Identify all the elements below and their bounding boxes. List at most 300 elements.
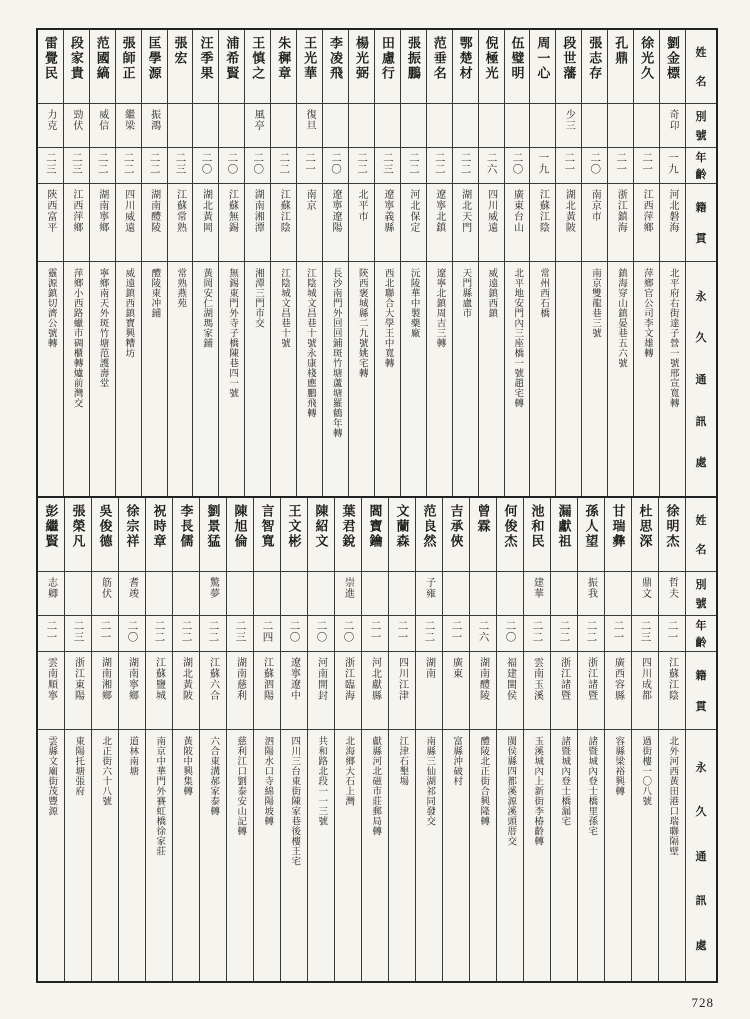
person-column [334, 498, 361, 981]
person-column [426, 30, 452, 496]
person-address-cell [505, 262, 530, 496]
person-native: 遼寧北鎮 [433, 189, 445, 233]
person-address-cell [173, 730, 199, 981]
person-native-cell [245, 184, 270, 262]
person-alias-cell [38, 104, 63, 148]
person-age: 二二 [180, 620, 192, 643]
person-alias-cell [608, 104, 633, 148]
person-alias-cell [119, 572, 145, 616]
header-char: 齡 [695, 169, 707, 181]
person-name: 陳紹文 [313, 504, 329, 549]
person-native: 湖南寧鄉 [96, 189, 108, 233]
person-column [442, 498, 469, 981]
person-alias-cell [530, 104, 555, 148]
person-name: 漏獻祖 [556, 504, 572, 549]
person-name: 段世藩 [561, 36, 577, 81]
header-char: 訊 [695, 415, 707, 428]
person-name-cell [200, 498, 226, 572]
person-address-cell [65, 730, 91, 981]
person-name-cell [453, 30, 478, 104]
person-address: 沅陵華中製藥廠 [408, 268, 419, 338]
person-alias-cell [479, 104, 504, 148]
person-alias-cell [281, 572, 307, 616]
person-age: 二三 [381, 152, 393, 175]
person-address: 諸暨城內登士橋里孫宅 [586, 736, 597, 836]
person-name-cell [349, 30, 374, 104]
person-native-cell [479, 184, 504, 262]
person-age-cell [64, 148, 89, 184]
directory-section-bottom [38, 496, 716, 981]
person-native-cell [142, 184, 167, 262]
person-name-cell [505, 30, 530, 104]
person-age-cell [479, 148, 504, 184]
person-native: 江蘇六合 [207, 657, 219, 701]
person-address-cell [90, 262, 115, 496]
person-address-cell [608, 262, 633, 496]
person-name-cell [524, 498, 550, 572]
person-address: 北正街六十八號 [100, 736, 111, 806]
person-address: 醴陵東冲鋪 [149, 268, 160, 318]
person-column [659, 30, 685, 496]
person-alias: 子雍 [423, 577, 435, 599]
person-column [496, 498, 523, 981]
person-column [38, 30, 63, 496]
person-native-cell [90, 184, 115, 262]
person-column [452, 30, 478, 496]
person-name-cell [193, 30, 218, 104]
person-alias-cell [401, 104, 426, 148]
person-age: 二二 [153, 620, 165, 643]
person-name-cell [90, 30, 115, 104]
person-age: 二一 [99, 620, 111, 643]
person-age-cell [308, 616, 334, 652]
person-name-cell [219, 30, 244, 104]
column-header-alias [686, 572, 716, 616]
person-alias-cell [605, 572, 631, 616]
person-address-cell [479, 262, 504, 496]
person-alias-cell [427, 104, 452, 148]
person-age: 二二 [531, 620, 543, 643]
person-address-cell [349, 262, 374, 496]
person-column [38, 498, 64, 981]
person-age-cell [90, 148, 115, 184]
person-address-cell [362, 730, 388, 981]
person-native: 湖南慈利 [234, 657, 246, 701]
person-address: 無錫東門外寺子橋陳巷四一號 [227, 268, 238, 398]
person-alias-cell [416, 572, 442, 616]
person-name-cell [168, 30, 193, 104]
person-column [504, 30, 530, 496]
person-address-cell [401, 262, 426, 496]
person-alias: 風亭 [252, 109, 264, 131]
person-address-cell [659, 730, 685, 981]
person-alias-cell [632, 572, 658, 616]
person-age-cell [470, 616, 496, 652]
person-native-cell [146, 652, 172, 730]
person-native-cell [416, 652, 442, 730]
person-address: 鎮海穿山鎮晏巷五六號 [615, 268, 626, 368]
person-alias-cell [297, 104, 322, 148]
person-native: 江蘇江陰 [537, 189, 549, 233]
person-name: 伍璧明 [509, 36, 525, 81]
person-address: 常熟燕苑 [175, 268, 186, 308]
header-char: 貫 [695, 701, 707, 713]
person-alias-cell [453, 104, 478, 148]
person-address-cell [254, 730, 280, 981]
person-name: 段家貴 [68, 36, 84, 81]
person-age: 二一 [396, 620, 408, 643]
person-native-cell [323, 184, 348, 262]
column-header-address [686, 730, 716, 981]
person-alias-cell [90, 104, 115, 148]
person-age-cell [443, 616, 469, 652]
person-column [523, 498, 550, 981]
person-column [64, 498, 91, 981]
person-address-cell [38, 730, 64, 981]
person-age: 二二 [355, 152, 367, 175]
person-alias: 崇進 [342, 577, 354, 599]
header-char: 處 [695, 457, 707, 470]
person-age-cell [401, 148, 426, 184]
person-address-cell [193, 262, 218, 496]
person-alias-cell [659, 572, 685, 616]
person-age-cell [582, 148, 607, 184]
person-age-cell [556, 148, 581, 184]
person-name: 朱穉章 [276, 36, 292, 81]
person-age: 二六 [485, 152, 497, 175]
person-alias-cell [308, 572, 334, 616]
person-address-cell [443, 730, 469, 981]
person-name: 杜思深 [637, 504, 653, 549]
person-address-cell [660, 262, 685, 496]
header-char: 姓 [695, 514, 707, 527]
person-age-cell [227, 616, 253, 652]
person-age-cell [497, 616, 523, 652]
person-native: 河南開封 [315, 657, 327, 701]
person-alias: 筋伏 [99, 577, 111, 599]
person-address: 江陰城文昌巷十號永康棧應鵬飛轉 [304, 268, 315, 418]
person-name: 張榮凡 [70, 504, 86, 549]
person-age: 二三 [234, 620, 246, 643]
person-native-cell [608, 184, 633, 262]
person-age: 二一 [615, 152, 627, 175]
person-alias-cell [193, 104, 218, 148]
person-name: 吳俊德 [97, 504, 113, 549]
person-name-cell [227, 498, 253, 572]
person-name: 鄂楚材 [457, 36, 473, 81]
person-column [550, 498, 577, 981]
person-name: 倪極光 [483, 36, 499, 81]
person-address: 江陰城文昌巷十號 [278, 268, 289, 348]
person-address-cell [227, 730, 253, 981]
person-name: 文蘭森 [394, 504, 410, 549]
person-column [478, 30, 504, 496]
person-column [91, 498, 118, 981]
person-alias-cell [219, 104, 244, 148]
person-age: 二一 [45, 620, 57, 643]
person-native: 江蘇江陰 [666, 657, 678, 701]
header-char: 姓 [695, 46, 707, 59]
person-alias: 復旦 [304, 109, 316, 131]
person-address: 北外河西黃田港口瑞聯隔壁 [667, 736, 678, 856]
person-name-cell [659, 498, 685, 572]
person-age-cell [608, 148, 633, 184]
person-address-cell [453, 262, 478, 496]
header-char: 永 [695, 761, 707, 774]
person-address: 湘潭三門市交 [253, 268, 264, 328]
header-char: 齡 [695, 637, 707, 649]
person-age-cell [168, 148, 193, 184]
person-column [89, 30, 115, 496]
person-name: 閻寶鑰 [367, 504, 383, 549]
header-char: 處 [695, 939, 707, 952]
person-native: 四川威遠 [122, 189, 134, 233]
person-age-cell [505, 148, 530, 184]
person-address-cell [271, 262, 296, 496]
person-age: 二二 [407, 152, 419, 175]
person-name: 陳旭倫 [232, 504, 248, 549]
person-native: 北平市 [355, 189, 367, 222]
person-age: 二一 [369, 620, 381, 643]
person-address: 長沙南門外回回鋪斑竹塘蘆塘羅鶴年轉 [330, 268, 341, 438]
person-column [270, 30, 296, 496]
person-address: 陝西褒城縣二九號姚宅轉 [356, 268, 367, 378]
person-address: 寧鄉南天外斑竹塘范護壽堂 [97, 268, 108, 388]
person-name-cell [470, 498, 496, 572]
person-age: 二一 [563, 152, 575, 175]
person-alias-cell [582, 104, 607, 148]
person-column [192, 30, 218, 496]
person-column [400, 30, 426, 496]
person-address-cell [38, 262, 63, 496]
person-address-cell [578, 730, 604, 981]
person-alias: 志卿 [45, 577, 57, 599]
person-column [633, 30, 659, 496]
person-native-cell [335, 652, 361, 730]
person-age-cell [193, 148, 218, 184]
person-age: 二六 [477, 620, 489, 643]
person-column [199, 498, 226, 981]
person-alias: 振鴻 [148, 109, 160, 131]
person-name-cell [443, 498, 469, 572]
person-native-cell [65, 652, 91, 730]
person-age-cell [65, 616, 91, 652]
person-column [469, 498, 496, 981]
header-char: 貫 [695, 233, 707, 245]
person-address-cell [524, 730, 550, 981]
person-native: 江西萍鄉 [641, 189, 653, 233]
person-alias: 耆竣 [126, 577, 138, 599]
person-age: 二一 [612, 620, 624, 643]
person-native: 福建閩侯 [504, 657, 516, 701]
person-column [115, 30, 141, 496]
person-native-cell [578, 652, 604, 730]
header-char: 名 [695, 76, 707, 89]
person-address-cell [335, 730, 361, 981]
person-native: 廣東台山 [511, 189, 523, 233]
person-native-cell [297, 184, 322, 262]
person-age-cell [632, 616, 658, 652]
person-column [141, 30, 167, 496]
person-name: 田慮行 [379, 36, 395, 81]
person-native-cell [605, 652, 631, 730]
person-address: 共和路北段一一三號 [316, 736, 327, 826]
person-alias: 振我 [585, 577, 597, 599]
person-address: 北海鄉大石上灣 [343, 736, 354, 806]
person-name-cell [245, 30, 270, 104]
person-native: 浙江諸暨 [585, 657, 597, 701]
person-native-cell [227, 652, 253, 730]
person-native: 遼寧遼中 [288, 657, 300, 701]
person-column [555, 30, 581, 496]
person-name: 汪季果 [198, 36, 214, 81]
person-name-cell [479, 30, 504, 104]
person-alias: 奇卬 [667, 109, 679, 131]
person-native: 四川成都 [639, 657, 651, 701]
person-age: 二一 [666, 620, 678, 643]
person-address-cell [634, 262, 659, 496]
person-name: 葉君銳 [340, 504, 356, 549]
header-char: 號 [695, 130, 707, 143]
person-age: 二〇 [504, 620, 516, 643]
person-age: 二三 [44, 152, 56, 175]
person-address-cell [551, 730, 577, 981]
person-address: 黃岡安仁湖瑪家鋪 [201, 268, 212, 348]
person-column [63, 30, 89, 496]
person-native-cell [168, 184, 193, 262]
header-char: 年 [695, 152, 707, 164]
person-age: 二四 [261, 620, 273, 643]
person-column [226, 498, 253, 981]
person-address-cell [116, 262, 141, 496]
person-alias: 勁伏 [70, 109, 82, 131]
person-name: 彭繼賢 [43, 504, 59, 549]
person-address-cell [323, 262, 348, 496]
person-native: 湖南湘鄉 [99, 657, 111, 701]
person-name-cell [632, 498, 658, 572]
column-header-name [686, 30, 716, 104]
person-alias-cell [254, 572, 280, 616]
person-address-cell [281, 730, 307, 981]
person-address-cell [92, 730, 118, 981]
person-native-cell [530, 184, 555, 262]
person-name-cell [556, 30, 581, 104]
person-address-cell [64, 262, 89, 496]
header-char: 別 [695, 578, 707, 591]
person-address-cell [497, 730, 523, 981]
person-name-cell [323, 30, 348, 104]
header-char: 通 [695, 850, 707, 863]
person-address: 泗陽水口寺綿陽坡轉 [262, 736, 273, 826]
person-native: 江蘇鹽城 [153, 657, 165, 701]
person-column [631, 498, 658, 981]
person-native: 雲南玉溪 [531, 657, 543, 701]
person-age: 二〇 [200, 152, 212, 175]
person-column [415, 498, 442, 981]
person-address: 西北聯合大學王中寬轉 [382, 268, 393, 368]
person-native-cell [173, 652, 199, 730]
person-alias-cell [227, 572, 253, 616]
header-char: 年 [695, 620, 707, 632]
person-name: 匡學源 [146, 36, 162, 81]
person-alias-cell [323, 104, 348, 148]
person-name-cell [146, 498, 172, 572]
person-alias-cell [497, 572, 523, 616]
person-name: 言智寬 [259, 504, 275, 549]
person-name: 王文彬 [286, 504, 302, 549]
person-native-cell [427, 184, 452, 262]
person-address: 北平府右街達子營一號邢宣寬轉 [667, 268, 678, 408]
directory-table [36, 28, 718, 983]
person-native-cell [401, 184, 426, 262]
person-column [581, 30, 607, 496]
person-native-cell [193, 184, 218, 262]
person-name-cell [38, 30, 63, 104]
person-address: 四川三台東街陳家巷後樓王宅 [289, 736, 300, 866]
person-name: 張振鵬 [405, 36, 421, 81]
directory-section-top [38, 30, 716, 496]
person-native-cell [116, 184, 141, 262]
person-age: 二〇 [511, 152, 523, 175]
person-address: 南縣三仙湖祁同發交 [424, 736, 435, 826]
person-age: 二三 [639, 620, 651, 643]
person-native: 湖南湘潭 [252, 189, 264, 233]
person-age-cell [271, 148, 296, 184]
person-age-cell [375, 148, 400, 184]
person-native: 廣西容縣 [612, 657, 624, 701]
person-address-cell [470, 730, 496, 981]
person-alias-cell [556, 104, 581, 148]
person-alias: 少三 [563, 109, 575, 131]
person-native: 江蘇常熟 [174, 189, 186, 233]
person-address-cell [119, 730, 145, 981]
person-address: 南京中華門外賽虹橋徐家莊 [154, 736, 165, 856]
person-age: 二三 [72, 620, 84, 643]
person-native: 湖南醴陵 [477, 657, 489, 701]
person-age: 二〇 [589, 152, 601, 175]
person-age: 一九 [537, 152, 549, 175]
person-address-cell [146, 730, 172, 981]
person-native-cell [551, 652, 577, 730]
person-column [388, 498, 415, 981]
person-native-cell [254, 652, 280, 730]
person-age: 二〇 [252, 152, 264, 175]
person-name: 范垂名 [431, 36, 447, 81]
person-name-cell [116, 30, 141, 104]
person-name: 李長儒 [178, 504, 194, 549]
person-name-cell [578, 498, 604, 572]
person-native: 雲南順寧 [45, 657, 57, 701]
person-alias-cell [142, 104, 167, 148]
header-column [685, 30, 716, 496]
person-address: 北平地安門內三座橋一號趙宅轉 [512, 268, 523, 408]
person-name: 劉景猛 [205, 504, 221, 549]
person-alias-cell [168, 104, 193, 148]
person-address-cell [582, 262, 607, 496]
person-alias-cell [389, 572, 415, 616]
person-name: 雷覺民 [42, 36, 58, 81]
person-column [361, 498, 388, 981]
person-native: 江蘇江陰 [278, 189, 290, 233]
person-name: 楊光弼 [353, 36, 369, 81]
person-alias-cell [64, 104, 89, 148]
person-address-cell [375, 262, 400, 496]
person-address-cell [308, 730, 334, 981]
person-age: 二二 [96, 152, 108, 175]
person-native-cell [362, 652, 388, 730]
person-native-cell [281, 652, 307, 730]
person-address-cell [530, 262, 555, 496]
